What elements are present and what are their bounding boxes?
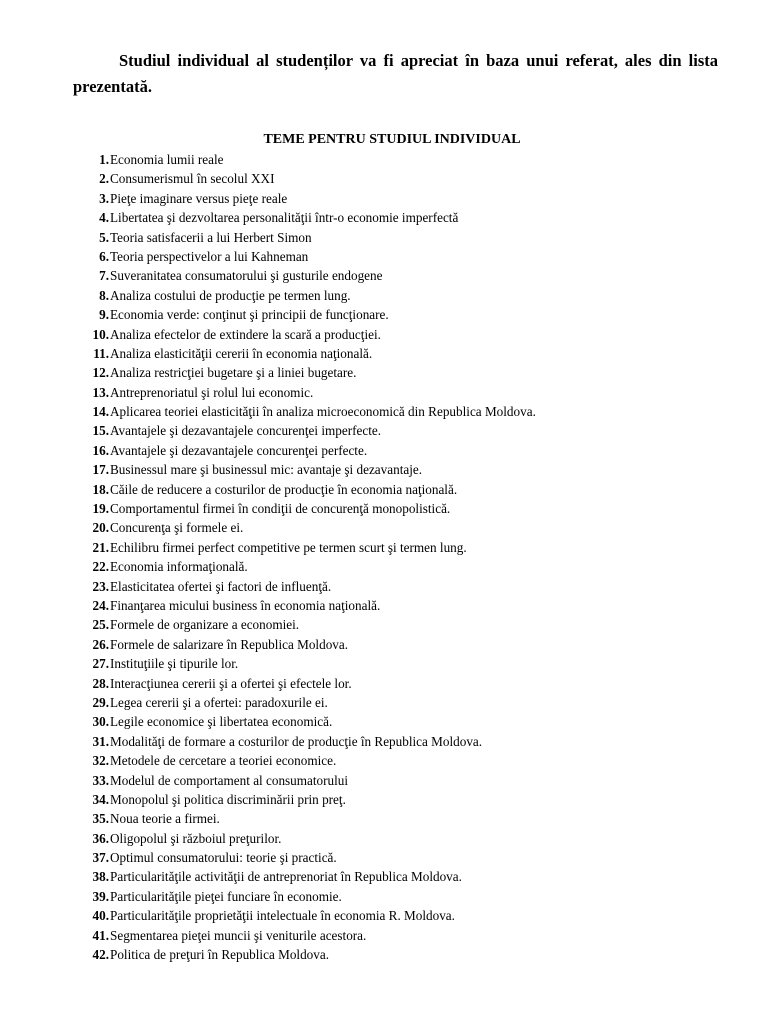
topic-number: 39. — [92, 888, 109, 904]
topic-number: 7. — [99, 268, 109, 284]
topic-item — [75, 945, 735, 964]
topic-text: Legea cererii şi a ofertei: paradoxurile ei. — [110, 694, 328, 710]
topic-item — [75, 208, 735, 227]
topic-text: Formele de organizare a economiei. — [110, 617, 300, 633]
topic-text: Analiza elasticităţii cererii în economia naţională. — [110, 345, 373, 361]
topic-text: Modalităţi de formare a costurilor de producţie în Republica Moldova. — [110, 733, 483, 749]
topic-number: 32. — [92, 753, 109, 769]
topic-text: Aplicarea teoriei elasticităţii în analiza microeconomică din Republica Moldova. — [110, 404, 536, 420]
topic-item — [75, 286, 735, 305]
topic-item — [75, 402, 735, 421]
topic-text: Avantajele şi dezavantajele concurenţei imperfecte. — [110, 423, 382, 439]
topic-item — [75, 615, 735, 634]
topic-item — [75, 228, 735, 247]
topic-item — [75, 829, 735, 848]
topic-number: 9. — [99, 307, 109, 323]
topic-item — [75, 771, 735, 790]
topic-number: 27. — [92, 656, 109, 672]
topic-number: 1. — [99, 152, 109, 167]
topic-text: Analiza efectelor de extindere la scară a producţiei. — [110, 326, 381, 342]
topic-text: Segmentarea pieţei muncii şi veniturile acestora. — [110, 927, 367, 943]
topic-text: Businessul mare şi businessul mic: avantaje şi dezavantaje. — [110, 462, 423, 478]
topic-number: 23. — [92, 578, 109, 594]
topic-text: Teoria perspectivelor a lui Kahneman — [110, 248, 309, 264]
topic-number: 19. — [92, 501, 109, 517]
topic-number: 36. — [92, 830, 109, 846]
topic-text: Noua teorie a firmei. — [110, 811, 220, 827]
topic-item — [75, 790, 735, 809]
topic-number: 15. — [92, 423, 109, 439]
topic-number: 34. — [92, 791, 109, 807]
topic-text: Interacţiunea cererii şi a ofertei şi efectele lor. — [110, 675, 352, 691]
topic-item — [75, 247, 735, 266]
topic-item — [75, 266, 735, 285]
topic-number: 11. — [93, 345, 109, 361]
topic-item — [75, 809, 735, 828]
topic-number: 13. — [92, 384, 109, 400]
topic-number: 40. — [92, 908, 109, 924]
topic-item — [75, 654, 735, 673]
topic-item — [75, 674, 735, 693]
topic-text: Comportamentul firmei în condiţii de concurenţă monopolistică. — [110, 501, 451, 517]
topic-number: 25. — [92, 617, 109, 633]
topic-text: Echilibru firmei perfect competitive pe termen scurt şi termen lung. — [110, 539, 467, 555]
topic-item — [75, 635, 735, 654]
topic-number: 14. — [92, 404, 109, 420]
topic-text: Metodele de cercetare a teoriei economice. — [110, 753, 337, 769]
topic-number: 31. — [92, 733, 109, 749]
topic-item — [75, 926, 735, 945]
topic-text: Consumerismul în secolul XXI — [110, 171, 275, 187]
topic-number: 26. — [92, 636, 109, 652]
topic-item — [75, 712, 735, 731]
topic-text: Particularităţile proprietăţii intelectuale în economia R. Moldova. — [110, 908, 455, 924]
topic-text: Legile economice şi libertatea economică. — [110, 714, 333, 730]
topic-number: 18. — [92, 481, 109, 497]
topic-text: Elasticitatea ofertei şi factori de influenţă. — [110, 578, 332, 594]
topic-text: Modelul de comportament al consumatorului — [110, 772, 349, 788]
topic-text: Particularităţile activităţii de antreprenoriat în Republica Moldova. — [110, 869, 462, 885]
topic-text: Analiza costului de producţie pe termen lung. — [110, 287, 351, 303]
topic-text: Formele de salarizare în Republica Moldova. — [110, 636, 349, 652]
topic-item — [75, 150, 735, 169]
topic-number: 12. — [92, 365, 109, 381]
topic-number: 20. — [92, 520, 109, 536]
topic-number: 33. — [92, 772, 109, 788]
topic-text: Finanţarea micului business în economia naţională. — [110, 597, 381, 613]
topic-text: Pieţe imaginare versus pieţe reale — [110, 190, 288, 206]
topic-item — [75, 421, 735, 440]
topic-text: Oligopolul şi războiul preţurilor. — [110, 830, 282, 846]
topic-item — [75, 557, 735, 576]
topic-text: Suveranitatea consumatorului şi gusturile endogene — [110, 268, 383, 284]
topic-text: Economia verde: conţinut şi principii de funcţionare. — [110, 307, 389, 323]
topic-item — [75, 596, 735, 615]
topic-item — [75, 363, 735, 382]
topic-number: 37. — [92, 850, 109, 866]
topic-text: Avantajele şi dezavantajele concurenţei perfecte. — [110, 442, 368, 458]
topic-text: Căile de reducere a costurilor de producţie în economia naţională. — [110, 481, 458, 497]
topic-number: 3. — [99, 190, 109, 206]
topic-item — [75, 887, 735, 906]
topic-item — [75, 732, 735, 751]
topic-item — [75, 189, 735, 208]
topic-text: Economia informaţională. — [110, 559, 248, 575]
topic-text: Antreprenoriatul şi rolul lui economic. — [110, 384, 314, 400]
topic-item — [75, 460, 735, 479]
topic-text: Analiza restricţiei bugetare şi a liniei bugetare. — [110, 365, 357, 381]
topic-number: 6. — [99, 248, 109, 264]
topic-item — [75, 499, 735, 518]
topic-item — [75, 169, 735, 188]
topic-text: Optimul consumatorului: teorie şi practică. — [110, 850, 337, 866]
topic-text: Monopolul şi politica discriminării prin preţ. — [110, 791, 346, 807]
topic-text: Instituţiile şi tipurile lor. — [110, 656, 239, 672]
topic-number: 4. — [99, 210, 109, 226]
topic-item — [75, 344, 735, 363]
topic-item — [75, 577, 735, 596]
topic-number: 30. — [92, 714, 109, 730]
topic-item — [75, 518, 735, 537]
topic-number: 35. — [92, 811, 109, 827]
topic-number: 8. — [99, 287, 109, 303]
topic-number: 41. — [92, 927, 109, 943]
topic-text: Economia lumii reale — [110, 152, 224, 167]
topic-number: 16. — [92, 442, 109, 458]
topic-item — [75, 867, 735, 886]
topic-number: 17. — [92, 462, 109, 478]
topic-text: Concurenţa şi formele ei. — [110, 520, 244, 536]
topic-item — [75, 751, 735, 770]
topic-number: 38. — [92, 869, 109, 885]
topic-number: 28. — [92, 675, 109, 691]
topic-number: 42. — [92, 947, 109, 963]
topic-number: 29. — [92, 694, 109, 710]
topics-list-title: TEME PENTRU STUDIUL INDIVIDUAL — [263, 132, 521, 147]
topic-item — [75, 848, 735, 867]
topic-item — [75, 383, 735, 402]
topic-item — [75, 441, 735, 460]
topic-item — [75, 480, 735, 499]
topic-text: Politica de preţuri în Republica Moldova. — [110, 947, 330, 963]
topic-item — [75, 325, 735, 344]
topic-item — [75, 305, 735, 324]
topic-text: Teoria satisfacerii a lui Herbert Simon — [110, 229, 312, 245]
topic-number: 22. — [92, 559, 109, 575]
topic-number: 21. — [92, 539, 109, 555]
topic-text: Particularităţile pieţei funciare în economie. — [110, 888, 342, 904]
topic-text: Libertatea şi dezvoltarea personalităţii într-o economie imperfectă — [110, 210, 459, 226]
topics-list — [75, 150, 735, 964]
topic-number: 2. — [99, 171, 109, 187]
topic-item — [75, 906, 735, 925]
intro-paragraph: Studiul individual al studenților va fi apreciat în baza unui referat, ales din lista prezentată. — [73, 51, 718, 96]
topic-number: 10. — [92, 326, 109, 342]
topic-number: 24. — [92, 597, 109, 613]
topic-item — [75, 538, 735, 557]
topic-number: 5. — [99, 229, 109, 245]
topic-item — [75, 693, 735, 712]
